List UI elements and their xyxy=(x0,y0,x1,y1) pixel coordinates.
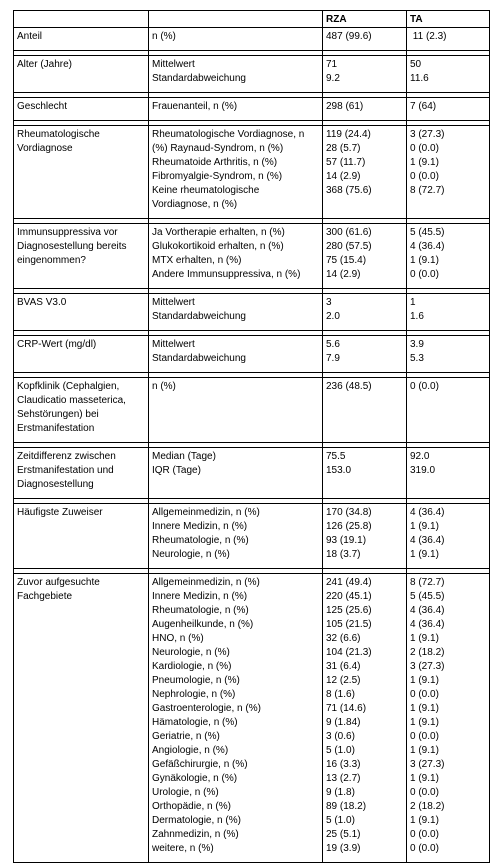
ta-cell xyxy=(407,504,490,569)
row-label: Kopfklinik (Cephalgien, Claudicatio masseterica, Sehstörungen) bei Erstmanifestation xyxy=(17,381,129,434)
variable-cell xyxy=(14,378,149,443)
ta-cell xyxy=(407,378,490,443)
ta-cell-value: 50 xyxy=(410,59,422,70)
ta-cell-value: 0 (0.0) xyxy=(410,787,439,798)
ta-cell-value: 4 (36.4) xyxy=(410,605,445,616)
rza-cell-value: 368 (75.6) xyxy=(326,185,372,196)
rza-cell-value: 31 (6.4) xyxy=(326,661,361,672)
item-cell-value: MTX erhalten, n (%) xyxy=(152,255,242,266)
item-cell xyxy=(149,28,323,51)
item-cell-value: weitere, n (%) xyxy=(152,843,214,854)
item-cell xyxy=(149,126,323,219)
rza-cell xyxy=(323,56,407,93)
ta-cell-value: 4 (36.4) xyxy=(410,241,445,252)
ta-cell-value: 0 (0.0) xyxy=(410,843,439,854)
table-row xyxy=(14,98,490,121)
variable-cell xyxy=(14,28,149,51)
ta-cell-value: 1 (9.1) xyxy=(410,675,439,686)
item-cell-value: Orthopädie, n (%) xyxy=(152,801,231,812)
item-cell xyxy=(149,504,323,569)
rza-cell-value: 7.9 xyxy=(326,353,340,364)
ta-cell-value: 0 (0.0) xyxy=(410,381,439,392)
ta-cell xyxy=(407,336,490,373)
item-cell-value: Gastroenterologie, n (%) xyxy=(152,703,261,714)
rza-cell-value: 104 (21.3) xyxy=(326,647,372,658)
row-label: CRP-Wert (mg/dl) xyxy=(17,339,97,350)
item-cell-value: Mittelwert xyxy=(152,339,195,350)
ta-cell-value: 3 (27.3) xyxy=(410,129,445,140)
variable-cell xyxy=(14,448,149,499)
ta-cell-value: 1 xyxy=(410,297,416,308)
ta-cell-value: 1.6 xyxy=(410,311,424,322)
ta-cell-value: 5 (45.5) xyxy=(410,227,445,238)
ta-cell-value: 1 (9.1) xyxy=(410,815,439,826)
rza-cell-value: 16 (3.3) xyxy=(326,759,361,770)
rza-cell-value: 9 (1.8) xyxy=(326,787,355,798)
ta-cell-value: 1 (9.1) xyxy=(410,521,439,532)
table-row xyxy=(14,448,490,499)
item-cell-value: Median (Tage) xyxy=(152,451,216,462)
item-cell-value: Mittelwert xyxy=(152,59,195,70)
ta-cell-value: 0 (0.0) xyxy=(410,689,439,700)
ta-cell-value: 0 (0.0) xyxy=(410,269,439,280)
ta-cell-value: 1 (9.1) xyxy=(410,745,439,756)
rza-cell-value: 280 (57.5) xyxy=(326,241,372,252)
rza-cell-value: 487 (99.6) xyxy=(326,31,372,42)
rza-cell xyxy=(323,98,407,121)
item-cell-value: IQR (Tage) xyxy=(152,465,201,476)
variable-cell xyxy=(14,504,149,569)
item-cell-value: Innere Medizin, n (%) xyxy=(152,591,248,602)
rza-cell-value: 93 (19.1) xyxy=(326,535,367,546)
ta-cell-value: 4 (36.4) xyxy=(410,507,445,518)
item-cell-value: Rheumatologische Vordiagnose, n (%) Raynaud-Syndrom, n (%) xyxy=(152,129,308,154)
rza-cell xyxy=(323,28,407,51)
ta-cell-value: 4 (36.4) xyxy=(410,535,445,546)
item-cell-value: Keine rheumatologische Vordiagnose, n (%) xyxy=(152,185,263,210)
rza-cell-value: 9.2 xyxy=(326,73,340,84)
rza-cell xyxy=(323,336,407,373)
rza-cell-value: 8 (1.6) xyxy=(326,689,355,700)
rza-cell xyxy=(323,294,407,331)
row-label: Zuvor aufgesuchte Fachgebiete xyxy=(17,577,103,602)
ta-cell-value: 5 (45.5) xyxy=(410,591,445,602)
rza-cell-value: 300 (61.6) xyxy=(326,227,372,238)
ta-cell-value: 319.0 xyxy=(410,465,436,476)
item-cell xyxy=(149,378,323,443)
row-label: Rheumatologische Vordiagnose xyxy=(17,129,103,154)
ta-cell-value: 2 (18.2) xyxy=(410,801,445,812)
rza-cell xyxy=(323,448,407,499)
item-cell-value: Fibromyalgie-Syndrom, n (%) xyxy=(152,171,283,182)
row-label: Immunsuppressiva vor Diagnosestellung bereits eingenommen? xyxy=(17,227,130,266)
rza-cell-value: 12 (2.5) xyxy=(326,675,361,686)
table-row xyxy=(14,504,490,569)
ta-cell-value: 1 (9.1) xyxy=(410,255,439,266)
rza-cell-value: 71 xyxy=(326,59,338,70)
header-row xyxy=(14,11,490,28)
item-cell xyxy=(149,336,323,373)
rza-cell-value: 57 (11.7) xyxy=(326,157,366,168)
item-cell-value: Gefäßchirurgie, n (%) xyxy=(152,759,248,770)
item-cell-value: Augenheilkunde, n (%) xyxy=(152,619,254,630)
item-cell-value: Standardabweichung xyxy=(152,353,246,364)
ta-cell-value: 1 (9.1) xyxy=(410,703,439,714)
table-row xyxy=(14,28,490,51)
header-cell-ta: TA xyxy=(407,11,490,28)
rza-cell-value: 25 (5.1) xyxy=(326,829,361,840)
item-cell-value: Rheumatologie, n (%) xyxy=(152,605,249,616)
ta-cell xyxy=(407,126,490,219)
item-cell-value: Glukokortikoid erhalten, n (%) xyxy=(152,241,284,252)
rza-cell xyxy=(323,224,407,289)
ta-cell-value: 0 (0.0) xyxy=(410,829,439,840)
item-cell-value: Neurologie, n (%) xyxy=(152,549,230,560)
rza-cell-value: 105 (21.5) xyxy=(326,619,372,630)
rza-cell-value: 9 (1.84) xyxy=(326,717,361,728)
table-body xyxy=(14,28,490,863)
rza-cell-value: 119 (24.4) xyxy=(326,129,371,140)
ta-cell-value: 4 (36.4) xyxy=(410,619,445,630)
table-row xyxy=(14,224,490,289)
item-cell-value: Rheumatoide Arthritis, n (%) xyxy=(152,157,278,168)
header-cell-variable xyxy=(14,11,149,28)
ta-cell xyxy=(407,56,490,93)
ta-cell xyxy=(407,224,490,289)
rza-cell-value: 3 (0.6) xyxy=(326,731,355,742)
row-label: Häufigste Zuweiser xyxy=(17,507,103,518)
ta-cell-value: 11 (2.3) xyxy=(410,31,447,42)
item-cell xyxy=(149,448,323,499)
ta-cell-value: 3.9 xyxy=(410,339,424,350)
rza-cell-value: 5.6 xyxy=(326,339,340,350)
variable-cell xyxy=(14,98,149,121)
row-label: Anteil xyxy=(17,31,43,42)
rza-cell xyxy=(323,126,407,219)
item-cell-value: Neurologie, n (%) xyxy=(152,647,230,658)
item-cell-value: Allgemeinmedizin, n (%) xyxy=(152,507,260,518)
ta-cell-value: 1 (9.1) xyxy=(410,157,439,168)
item-cell xyxy=(149,56,323,93)
item-cell-value: Andere Immunsuppressiva, n (%) xyxy=(152,269,301,280)
item-cell-value: Kardiologie, n (%) xyxy=(152,661,232,672)
rza-cell-value: 220 (45.1) xyxy=(326,591,372,602)
rza-cell-value: 5 (1.0) xyxy=(326,815,355,826)
item-cell xyxy=(149,224,323,289)
ta-cell-value: 1 (9.1) xyxy=(410,549,439,560)
item-cell-value: n (%) xyxy=(152,31,176,42)
ta-cell-value: 0 (0.0) xyxy=(410,143,439,154)
variable-cell xyxy=(14,56,149,93)
variable-cell xyxy=(14,224,149,289)
rza-cell xyxy=(323,504,407,569)
rza-cell-value: 125 (25.6) xyxy=(326,605,372,616)
variable-cell xyxy=(14,126,149,219)
item-cell-value: Allgemeinmedizin, n (%) xyxy=(152,577,260,588)
item-cell-value: Rheumatologie, n (%) xyxy=(152,535,249,546)
variable-cell xyxy=(14,294,149,331)
rza-cell-value: 89 (18.2) xyxy=(326,801,367,812)
item-cell xyxy=(149,98,323,121)
rza-cell-value: 13 (2.7) xyxy=(326,773,361,784)
rza-cell-value: 170 (34.8) xyxy=(326,507,372,518)
item-cell-value: Geriatrie, n (%) xyxy=(152,731,220,742)
rza-cell-value: 18 (3.7) xyxy=(326,549,361,560)
table-row xyxy=(14,378,490,443)
item-cell-value: Pneumologie, n (%) xyxy=(152,675,240,686)
rza-cell xyxy=(323,574,407,863)
item-cell-value: Frauenanteil, n (%) xyxy=(152,101,238,112)
ta-cell xyxy=(407,28,490,51)
header-cell-item xyxy=(149,11,323,28)
ta-cell-value: 3 (27.3) xyxy=(410,759,445,770)
item-cell xyxy=(149,574,323,863)
rza-cell-value: 14 (2.9) xyxy=(326,171,361,182)
variable-cell xyxy=(14,574,149,863)
ta-cell-value: 8 (72.7) xyxy=(410,577,445,588)
item-cell-value: Mittelwert xyxy=(152,297,195,308)
results-table xyxy=(13,10,490,863)
row-label: BVAS V3.0 xyxy=(17,297,67,308)
ta-cell-value: 92.0 xyxy=(410,451,430,462)
item-cell-value: Standardabweichung xyxy=(152,73,246,84)
item-cell-value: n (%) xyxy=(152,381,176,392)
rza-cell-value: 71 (14.6) xyxy=(326,703,367,714)
item-cell-value: Angiologie, n (%) xyxy=(152,745,229,756)
header-cell-rza: RZA xyxy=(323,11,407,28)
rza-cell-value: 3 xyxy=(326,297,332,308)
ta-cell xyxy=(407,294,490,331)
item-cell-value: Nephrologie, n (%) xyxy=(152,689,236,700)
rza-cell-value: 153.0 xyxy=(326,465,352,476)
variable-cell xyxy=(14,336,149,373)
rza-cell-value: 32 (6.6) xyxy=(326,633,361,644)
row-label: Alter (Jahre) xyxy=(17,59,73,70)
rza-cell-value: 298 (61) xyxy=(326,101,364,112)
ta-cell-value: 8 (72.7) xyxy=(410,185,445,196)
item-cell-value: Gynäkologie, n (%) xyxy=(152,773,238,784)
ta-cell-value: 1 (9.1) xyxy=(410,717,439,728)
rza-cell-value: 5 (1.0) xyxy=(326,745,355,756)
ta-cell-value: 11.6 xyxy=(410,73,429,84)
table-row xyxy=(14,126,490,219)
table-row xyxy=(14,574,490,863)
rza-cell-value: 2.0 xyxy=(326,311,340,322)
item-cell-value: Standardabweichung xyxy=(152,311,246,322)
ta-cell-value: 1 (9.1) xyxy=(410,633,439,644)
ta-cell-value: 3 (27.3) xyxy=(410,661,445,672)
rza-cell-value: 236 (48.5) xyxy=(326,381,372,392)
table-row xyxy=(14,294,490,331)
rza-cell-value: 241 (49.4) xyxy=(326,577,372,588)
ta-cell-value: 7 (64) xyxy=(410,101,437,112)
rza-cell-value: 19 (3.9) xyxy=(326,843,361,854)
rza-cell-value: 14 (2.9) xyxy=(326,269,361,280)
table-row xyxy=(14,336,490,373)
table-row xyxy=(14,56,490,93)
item-cell-value: Urologie, n (%) xyxy=(152,787,219,798)
item-cell-value: Hämatologie, n (%) xyxy=(152,717,238,728)
rza-cell-value: 75.5 xyxy=(326,451,346,462)
rza-cell xyxy=(323,378,407,443)
item-cell xyxy=(149,294,323,331)
row-label: Geschlecht xyxy=(17,101,68,112)
item-cell-value: Innere Medizin, n (%) xyxy=(152,521,248,532)
ta-cell-value: 2 (18.2) xyxy=(410,647,445,658)
row-label: Zeitdifferenz zwischen Erstmanifestation und Diagnosestellung xyxy=(17,451,119,490)
rza-cell-value: 126 (25.8) xyxy=(326,521,372,532)
ta-cell xyxy=(407,448,490,499)
item-cell-value: HNO, n (%) xyxy=(152,633,204,644)
ta-cell-value: 0 (0.0) xyxy=(410,171,439,182)
ta-cell-value: 0 (0.0) xyxy=(410,731,439,742)
rza-cell-value: 75 (15.4) xyxy=(326,255,367,266)
item-cell-value: Zahnmedizin, n (%) xyxy=(152,829,239,840)
rza-cell-value: 28 (5.7) xyxy=(326,143,361,154)
ta-cell-value: 5.3 xyxy=(410,353,424,364)
item-cell-value: Ja Vortherapie erhalten, n (%) xyxy=(152,227,285,238)
item-cell-value: Dermatologie, n (%) xyxy=(152,815,241,826)
ta-cell-value: 1 (9.1) xyxy=(410,773,439,784)
ta-cell xyxy=(407,98,490,121)
ta-cell xyxy=(407,574,490,863)
